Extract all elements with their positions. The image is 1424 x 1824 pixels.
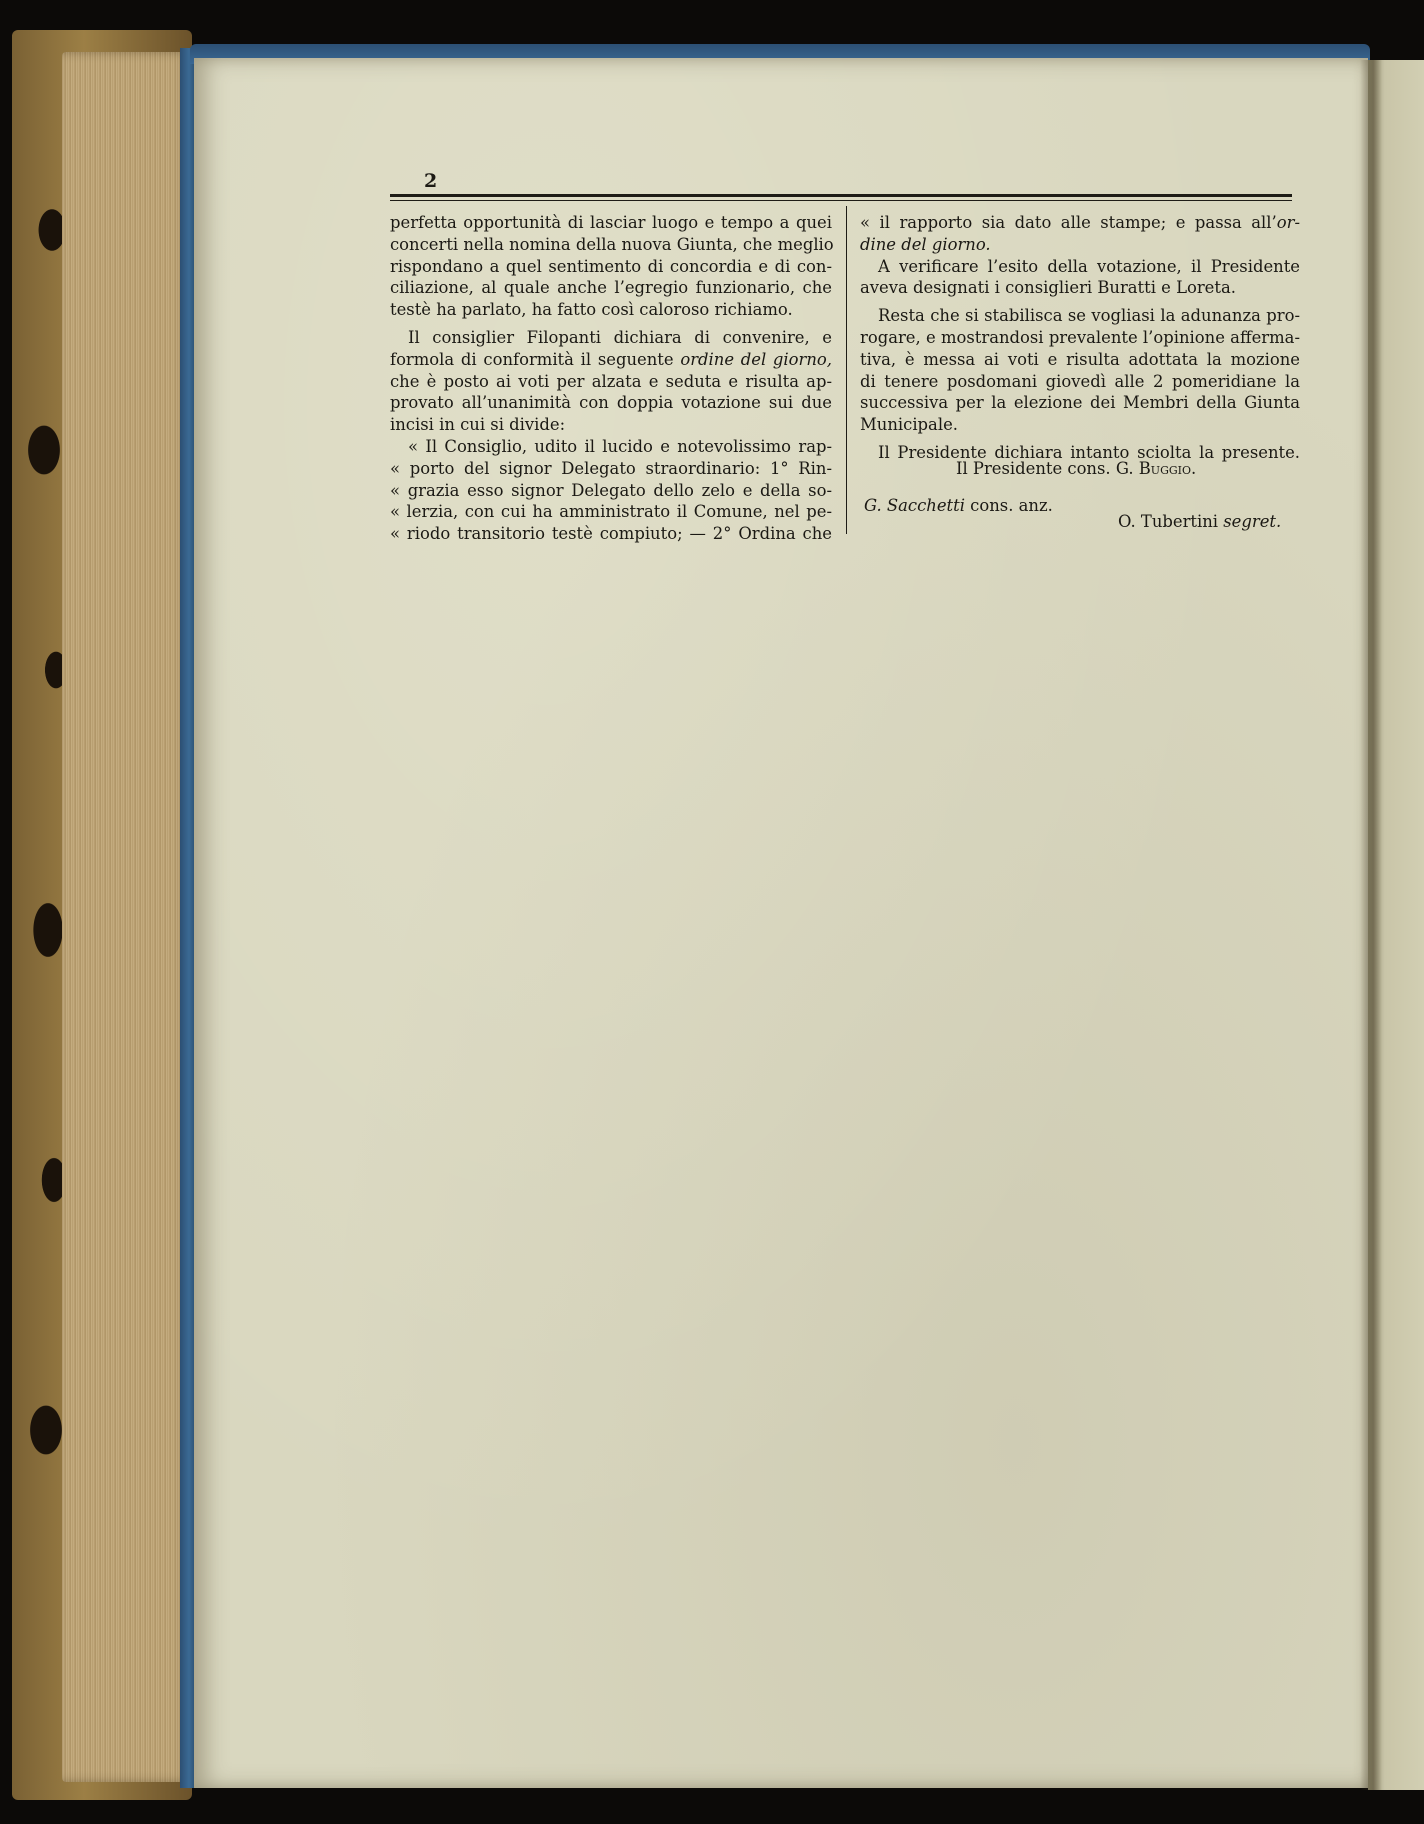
right-column bbox=[860, 212, 1300, 464]
text-line: ciliazione, al quale anche l’egregio funzionario, che bbox=[390, 278, 832, 298]
paragraph bbox=[860, 212, 1300, 256]
header-rule-thin bbox=[390, 200, 1292, 201]
quote-line: « Il Consiglio, udito il lucido e notevolissimo rap- bbox=[408, 436, 832, 456]
paragraph bbox=[860, 305, 1300, 436]
secretary-name: O. Tubertini bbox=[1118, 512, 1224, 531]
anziano-name: G. Sacchetti bbox=[864, 496, 965, 515]
secretary-title: segret. bbox=[1223, 512, 1282, 531]
quote-line: « grazia esso signor Delegato dello zelo e della so- bbox=[390, 480, 832, 500]
text-line: tiva, è messa ai voti e risulta adottata la mozione bbox=[860, 349, 1300, 369]
signature-anziano bbox=[864, 496, 1053, 515]
text-segment: « il rapporto sia dato alle stampe; e passa all’ bbox=[860, 213, 1277, 232]
text-line: di tenere posdomani giovedì alle 2 pomeridiane la bbox=[860, 371, 1300, 391]
italic-text: dine del giorno. bbox=[860, 234, 991, 254]
text-line: A verificare l’esito della votazione, il Presidente bbox=[878, 256, 1300, 276]
quote-line: « riodo transitorio testè compiuto; — 2° Ordina che bbox=[390, 524, 832, 544]
header-rule bbox=[390, 194, 1292, 197]
column-divider bbox=[846, 206, 847, 534]
signature-president bbox=[956, 459, 1196, 478]
quote-block bbox=[390, 436, 832, 545]
text-line: successiva per la elezione dei Membri della Giunta bbox=[860, 393, 1300, 413]
text-line: aveva designati i consiglieri Buratti e Loreta. bbox=[860, 278, 1236, 298]
signature-secretary bbox=[1118, 512, 1281, 531]
gutter-shadow bbox=[1360, 60, 1382, 1790]
text-line bbox=[390, 349, 832, 371]
text-line: concerti nella nomina della nuova Giunta, che meglio bbox=[390, 234, 834, 254]
text-line bbox=[860, 212, 1300, 234]
text-line: Resta che si stabilisca se vogliasi la adunanza pro- bbox=[878, 306, 1300, 326]
text-segment: formola di conformità il seguente bbox=[390, 349, 681, 369]
page-number: 2 bbox=[424, 170, 438, 192]
text-line: incisi in cui si divide: bbox=[390, 415, 566, 435]
paragraph bbox=[390, 212, 832, 321]
left-column bbox=[390, 212, 832, 545]
italic-text: or- bbox=[1276, 213, 1300, 232]
paragraph bbox=[860, 256, 1300, 300]
signature-text: Il Presidente cons. G. bbox=[956, 459, 1139, 478]
quote-line: « lerzia, con cui ha amministrato il Comune, nel pe- bbox=[390, 502, 832, 522]
president-name: Buggio. bbox=[1138, 459, 1197, 478]
paragraph bbox=[390, 327, 832, 436]
anziano-title: cons. anz. bbox=[964, 496, 1053, 515]
text-line: testè ha parlato, ha fatto così caloroso richiamo. bbox=[390, 300, 793, 320]
text-line: Municipale. bbox=[860, 415, 958, 435]
text-line: rispondano a quel sentimento di concordia e di con- bbox=[390, 256, 832, 276]
text-line: perfetta opportunità di lasciar luogo e tempo a quei bbox=[390, 213, 832, 232]
text-line: rogare, e mostrandosi prevalente l’opinione afferma- bbox=[860, 327, 1300, 347]
text-line: che è posto ai voti per alzata e seduta e risulta ap- bbox=[390, 371, 832, 391]
page-edges bbox=[62, 52, 190, 1782]
text-line: Il consiglier Filopanti dichiara di convenire, e bbox=[408, 327, 832, 347]
text-line: provato all’unanimità con doppia votazione sui due bbox=[390, 393, 832, 413]
text-line: Il Presidente dichiara intanto sciolta la presente. bbox=[878, 442, 1300, 462]
italic-text: ordine del giorno, bbox=[680, 349, 833, 369]
quote-line: « porto del signor Delegato straordinario: 1° Rin- bbox=[390, 458, 832, 478]
